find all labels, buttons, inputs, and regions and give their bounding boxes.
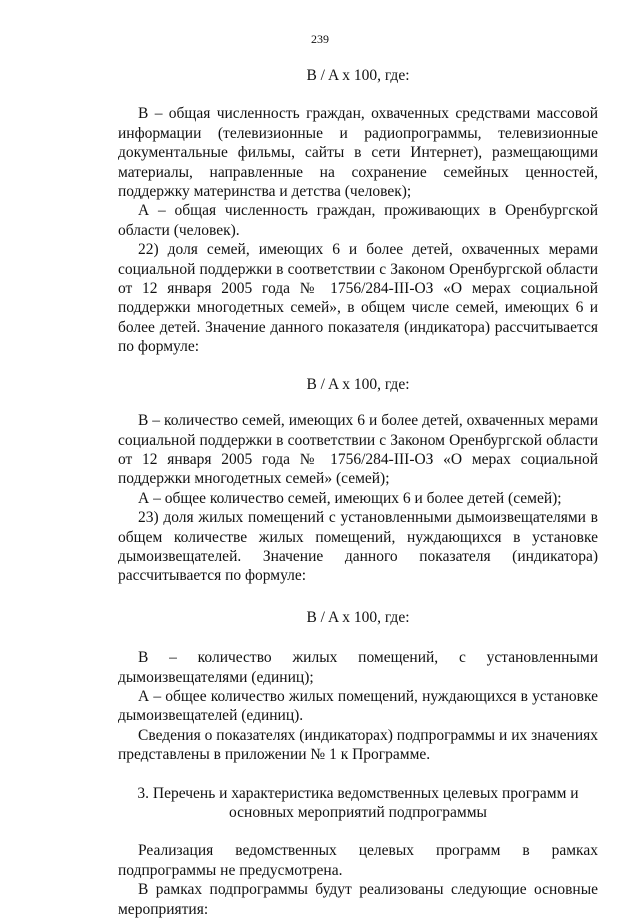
paragraph-a-definition-3: А – общее количество жилых помещений, нуждающихся в установке дымоизвещателей (единиц). (118, 687, 598, 725)
paragraph-indicator-23: 23) доля жилых помещений с установленными дымоизвещателями в общем количестве жилых помещений, нуждающихся в установке дымоизвещателей. Значение данного показателя (индикатора) рассчитывается по формуле: (118, 509, 598, 585)
paragraph-main-measures: В рамках подпрограммы будут реализованы следующие основные мероприятия: (118, 881, 598, 918)
paragraph-b-definition-1: В – общая численность граждан, охваченных средствами массовой информации (телевизионные и радиопрограммы, телевизионные документальные фильмы, сайты в сети Интернет), размещающими материалы, направленные на сохранение семейных ценностей, поддержку материнства и детства (человек); (118, 105, 598, 201)
section-heading (118, 784, 598, 823)
paragraph-a-definition-2: А – общее количество семей, имеющих 6 и более детей (семей); (138, 489, 562, 507)
paragraph-b-definition-2: В – количество семей, имеющих 6 и более детей, охваченных мерами социальной поддержки в соответствии с Законом Оренбургской области от 12 января 2005 года № 1756/284-III-ОЗ «О мерах социальной поддержки многодетных семей» (семей); (118, 412, 598, 488)
document-body (118, 66, 598, 919)
paragraph-b-definition-3: В – количество жилых помещений, с установленными дымоизвещателями (единиц); (118, 649, 598, 686)
page-number: 239 (311, 32, 329, 46)
paragraph-a-definition-1: А – общая численность граждан, проживающих в Оренбургской области (человек). (118, 202, 598, 239)
paragraph-indicator-22: 22) доля семей, имеющих 6 и более детей, охваченных мерами социальной поддержки в соответствии с Законом Оренбургской области от 12 января 2005 года № 1756/284-III-ОЗ «О мерах социальной поддержки многодетных семей», в общем числе семей, имеющих 6 и более детей. Значение данного показателя (индикатора) рассчитывается по формуле: (118, 241, 598, 356)
formula-3: B / A x 100, где: (306, 608, 410, 626)
paragraph-indicators-info: Сведения о показателях (индикаторах) подпрограммы и их значениях представлены в приложении № 1 к Программе. (118, 726, 598, 764)
paragraph-implementation: Реализация ведомственных целевых программ в рамках подпрограммы не предусмотрена. (118, 842, 598, 879)
section-heading-line-1: 3. Перечень и характеристика ведомственных целевых программ и (137, 784, 579, 802)
formula-2: B / A x 100, где: (306, 375, 410, 393)
formula-1: B / A x 100, где: (306, 67, 410, 84)
section-heading-line-2: основных мероприятий подпрограммы (229, 804, 487, 821)
